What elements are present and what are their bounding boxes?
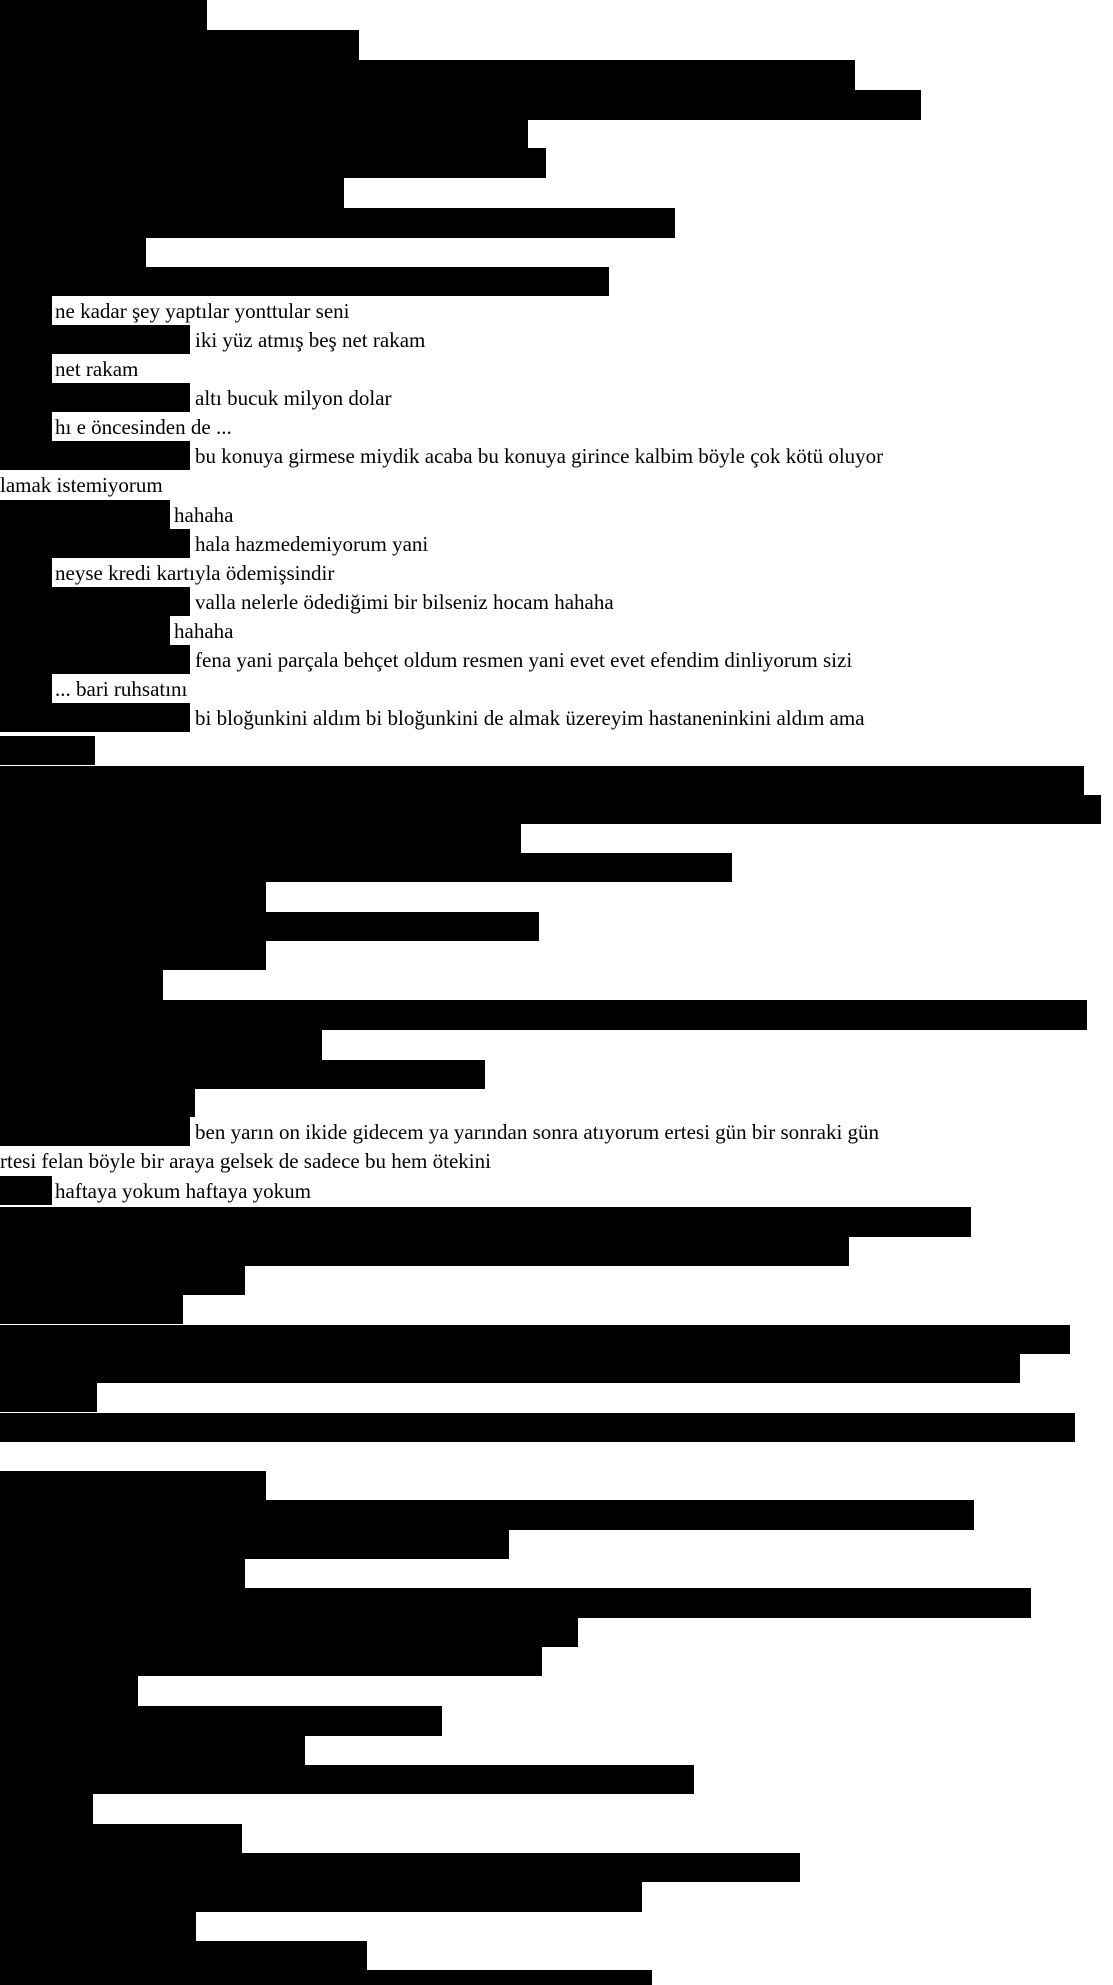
redaction-bar	[0, 941, 266, 970]
redaction-bar	[0, 1588, 1031, 1618]
transcript-line: iki yüz atmış beş net rakam	[195, 328, 426, 352]
speaker-redaction	[0, 325, 190, 354]
redaction-bar	[0, 882, 266, 912]
redaction-bar	[0, 1295, 183, 1324]
redaction-bar	[0, 1618, 578, 1647]
transcript-line: bu konuya girmese miydik acaba bu konuya girince kalbim böyle çok kötü oluyor	[195, 444, 884, 468]
speaker-redaction	[0, 587, 190, 616]
redaction-bar	[0, 1765, 694, 1794]
redaction-bar	[0, 30, 359, 60]
speaker-redaction	[0, 703, 190, 732]
speaker-redaction	[0, 500, 170, 529]
redaction-bar	[0, 1237, 849, 1266]
redaction-bar	[0, 1000, 1087, 1030]
redaction-bar	[0, 1647, 542, 1676]
redaction-bar	[0, 912, 539, 941]
redaction-bar	[0, 148, 546, 178]
transcript-line: rtesi felan böyle bir araya gelsek de sadece bu hem ötekini	[0, 1149, 491, 1173]
redaction-bar	[0, 1970, 652, 1985]
speaker-redaction	[0, 558, 52, 587]
redaction-bar	[0, 178, 344, 208]
redaction-bar	[0, 1824, 242, 1853]
redaction-bar	[0, 824, 521, 853]
speaker-redaction	[0, 383, 190, 412]
transcript-line: lamak istemiyorum	[0, 473, 163, 497]
speaker-redaction	[0, 1176, 52, 1205]
transcript-line: ... bari ruhsatını	[55, 677, 188, 701]
redaction-bar	[0, 1676, 138, 1706]
redaction-bar	[0, 238, 146, 267]
redaction-bar	[0, 1207, 971, 1237]
redaction-bar	[0, 736, 95, 765]
redaction-bar	[0, 1794, 93, 1824]
speaker-redaction	[0, 645, 190, 674]
transcript-line: hala hazmedemiyorum yani	[195, 532, 429, 556]
speaker-redaction	[0, 441, 190, 470]
transcript-line: haftaya yokum haftaya yokum	[55, 1179, 311, 1203]
speaker-redaction	[0, 529, 190, 558]
redaction-bar	[0, 1559, 245, 1588]
redaction-bar	[0, 1912, 196, 1941]
redaction-bar	[0, 1882, 642, 1912]
transcript-line: ne kadar şey yaptılar yonttular seni	[55, 299, 350, 323]
transcript-line: ben yarın on ikide gidecem ya yarından sonra atıyorum ertesi gün bir sonraki gün	[195, 1120, 880, 1144]
speaker-redaction	[0, 1117, 190, 1146]
transcript-line: net rakam	[55, 357, 139, 381]
redaction-bar	[0, 1853, 800, 1882]
redaction-bar	[0, 1354, 1020, 1383]
redaction-bar	[0, 1325, 1070, 1354]
redaction-bar	[0, 1413, 1075, 1442]
redaction-bar	[0, 1736, 305, 1765]
speaker-redaction	[0, 674, 52, 703]
redaction-bar	[0, 853, 732, 882]
redaction-bar	[0, 1383, 97, 1412]
redaction-bar	[0, 1060, 485, 1089]
transcript-line: fena yani parçala behçet oldum resmen yani evet evet efendim dinliyorum sizi	[195, 648, 853, 672]
redaction-bar	[0, 795, 1101, 824]
redaction-bar	[0, 1500, 974, 1530]
transcript-line: altı bucuk milyon dolar	[195, 386, 392, 410]
redaction-bar	[0, 1030, 322, 1060]
speaker-redaction	[0, 412, 52, 441]
redaction-bar	[0, 1530, 509, 1559]
redaction-bar	[0, 267, 609, 296]
redaction-bar	[0, 1706, 442, 1736]
redaction-bar	[0, 90, 921, 120]
transcript-line: valla nelerle ödediğimi bir bilseniz hocam hahaha	[195, 590, 614, 614]
redaction-bar	[0, 1941, 367, 1970]
transcript-line: neyse kredi kartıyla ödemişsindir	[55, 561, 335, 585]
speaker-redaction	[0, 616, 170, 645]
speaker-redaction	[0, 296, 52, 325]
speaker-redaction	[0, 354, 52, 383]
transcript-line: hahaha	[174, 619, 234, 643]
redaction-bar	[0, 1471, 266, 1500]
transcript-line: hahaha	[174, 503, 234, 527]
redaction-bar	[0, 766, 1084, 795]
redaction-bar	[0, 0, 207, 30]
transcript-line: hı e öncesinden de ...	[55, 415, 232, 439]
redaction-bar	[0, 1089, 195, 1117]
redaction-bar	[0, 970, 163, 1000]
redaction-bar	[0, 60, 855, 90]
redaction-bar	[0, 208, 675, 238]
redaction-bar	[0, 120, 528, 148]
redaction-bar	[0, 1266, 245, 1295]
transcript-line: bi bloğunkini aldım bi bloğunkini de almak üzereyim hastaneninkini aldım ama	[195, 706, 865, 730]
